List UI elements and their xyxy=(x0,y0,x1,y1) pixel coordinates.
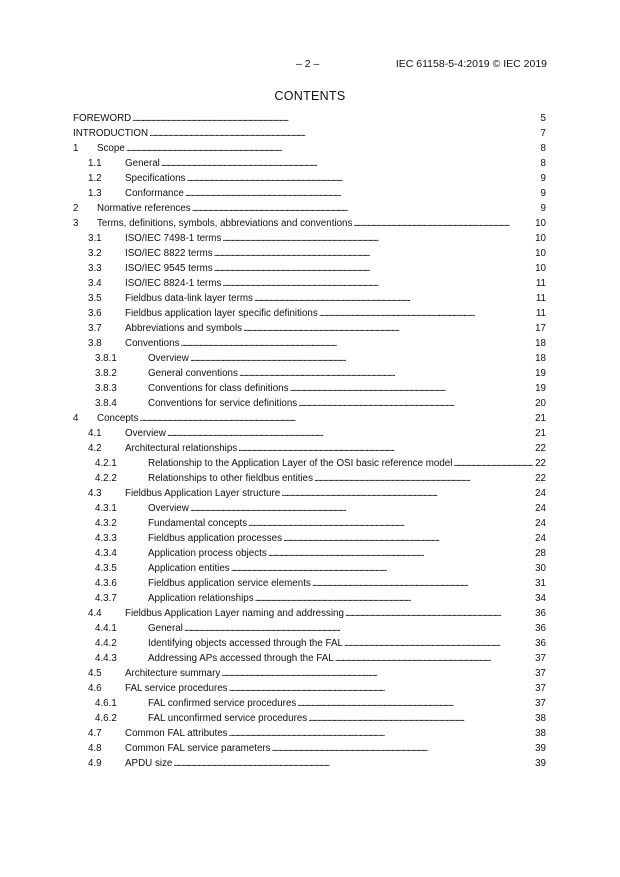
toc-entry-label: Identifying objects accessed through the FAL xyxy=(148,638,343,649)
toc-entry[interactable] xyxy=(73,366,546,381)
toc-entry-number: 4.3.3 xyxy=(95,533,117,544)
toc-entry[interactable] xyxy=(73,606,546,621)
toc-entry[interactable] xyxy=(73,591,546,606)
toc-entry-label: Overview xyxy=(148,353,189,364)
dot-leader xyxy=(132,111,533,126)
toc-entry-label: Conventions for service definitions xyxy=(148,398,298,409)
toc-entry[interactable] xyxy=(73,681,546,696)
dot-leader xyxy=(312,576,533,591)
toc-entry-number: 3.6 xyxy=(88,308,102,319)
dot-leader xyxy=(272,741,533,756)
dot-leader xyxy=(167,426,533,441)
toc-entry-label: Conformance xyxy=(125,188,184,199)
dot-leader xyxy=(319,306,533,321)
dot-leader xyxy=(186,171,533,186)
toc-entry[interactable] xyxy=(73,696,546,711)
toc-entry-page: 38 xyxy=(535,728,546,739)
dot-leader xyxy=(229,681,533,696)
toc-entry-page: 20 xyxy=(535,398,546,409)
dot-leader xyxy=(255,591,533,606)
toc-entry[interactable] xyxy=(73,666,546,681)
toc-entry-page: 22 xyxy=(535,473,546,484)
toc-entry-label: Specifications xyxy=(125,173,186,184)
toc-entry-label: APDU size xyxy=(125,758,173,769)
dot-leader xyxy=(254,291,533,306)
toc-entry-number: 1.1 xyxy=(88,158,102,169)
toc-entry-label: Fieldbus application processes xyxy=(148,533,282,544)
toc-entry[interactable] xyxy=(73,381,546,396)
dot-leader xyxy=(297,696,533,711)
toc-entry-number: 3.7 xyxy=(88,323,102,334)
toc-entry-page: 24 xyxy=(535,503,546,514)
toc-entry-label: ISO/IEC 7498-1 terms xyxy=(125,233,222,244)
toc-entry-label: INTRODUCTION xyxy=(73,128,149,139)
toc-entry[interactable] xyxy=(73,336,546,351)
toc-entry-number: 4.3.4 xyxy=(95,548,117,559)
toc-entry-label: Relationships to other fieldbus entities xyxy=(148,473,314,484)
toc-entry[interactable] xyxy=(73,156,546,171)
toc-entry-page: 9 xyxy=(540,203,546,214)
dot-leader xyxy=(344,636,533,651)
toc-entry-page: 24 xyxy=(535,533,546,544)
toc-entry-page: 11 xyxy=(535,278,546,289)
dot-leader xyxy=(185,186,533,201)
dot-leader xyxy=(345,606,533,621)
toc-entry-number: 3.8.2 xyxy=(95,368,117,379)
toc-entry-number: 4.4.2 xyxy=(95,638,117,649)
toc-entry[interactable] xyxy=(73,531,546,546)
toc-entry-page: 8 xyxy=(540,143,546,154)
toc-entry-number: 4.3.6 xyxy=(95,578,117,589)
dot-leader xyxy=(283,531,533,546)
toc-entry[interactable] xyxy=(73,246,546,261)
dot-leader xyxy=(335,651,533,666)
toc-entry-page: 8 xyxy=(540,158,546,169)
toc-entry[interactable] xyxy=(73,651,546,666)
toc-entry-label: Fieldbus data-link layer terms xyxy=(125,293,253,304)
dot-leader xyxy=(243,321,533,336)
toc-entry-number: 4.3.7 xyxy=(95,593,117,604)
toc-entry-number: 4.3.5 xyxy=(95,563,117,574)
toc-entry[interactable] xyxy=(73,351,546,366)
toc-entry-page: 24 xyxy=(535,518,546,529)
dot-leader xyxy=(238,441,533,456)
toc-entry-label: Overview xyxy=(125,428,166,439)
toc-entry-label: Application process objects xyxy=(148,548,267,559)
toc-entry-page: 22 xyxy=(535,443,546,454)
toc-entry[interactable] xyxy=(73,561,546,576)
toc-entry-page: 11 xyxy=(535,293,546,304)
toc-entry[interactable] xyxy=(73,126,546,141)
toc-entry-page: 39 xyxy=(535,743,546,754)
toc-entry-number: 3.8.4 xyxy=(95,398,117,409)
toc-entry-number: 3.8.1 xyxy=(95,353,117,364)
dot-leader xyxy=(192,201,533,216)
toc-entry-label: Application entities xyxy=(148,563,230,574)
toc-entry-number: 3.8 xyxy=(88,338,102,349)
toc-entry-number: 3.5 xyxy=(88,293,102,304)
toc-entry-label: Architecture summary xyxy=(125,668,221,679)
toc-entry-page: 10 xyxy=(535,263,546,274)
toc-entry-number: 4.6.2 xyxy=(95,713,117,724)
toc-entry-page: 38 xyxy=(535,713,546,724)
toc-entry-label: Fundamental concepts xyxy=(148,518,248,529)
dot-leader xyxy=(180,336,533,351)
toc-entry-number: 3.3 xyxy=(88,263,102,274)
toc-entry-label: Scope xyxy=(97,143,125,154)
toc-entry-page: 24 xyxy=(535,488,546,499)
toc-entry-label: Overview xyxy=(148,503,189,514)
toc-entry[interactable] xyxy=(73,576,546,591)
toc-entry-number: 1.3 xyxy=(88,188,102,199)
dot-leader xyxy=(298,396,533,411)
toc-entry-number: 4.3 xyxy=(88,488,102,499)
toc-entry-label: ISO/IEC 8822 terms xyxy=(125,248,213,259)
toc-entry[interactable] xyxy=(73,171,546,186)
toc-entry[interactable] xyxy=(73,396,546,411)
toc-entry[interactable] xyxy=(73,321,546,336)
toc-entry-page: 34 xyxy=(535,593,546,604)
toc-entry-label: Abbreviations and symbols xyxy=(125,323,243,334)
toc-entry-number: 3.4 xyxy=(88,278,102,289)
toc-entry-page: 37 xyxy=(535,653,546,664)
toc-entry[interactable] xyxy=(73,471,546,486)
toc-entry-page: 17 xyxy=(535,323,546,334)
toc-entry-page: 36 xyxy=(535,638,546,649)
page-header xyxy=(0,58,620,74)
toc-entry-page: 21 xyxy=(535,413,546,424)
toc-entry-page: 11 xyxy=(535,308,546,319)
toc-entry-label: Relationship to the Application Layer of the OSI basic reference model xyxy=(148,458,453,469)
toc-entry[interactable] xyxy=(73,546,546,561)
toc-entry[interactable] xyxy=(73,141,546,156)
dot-leader xyxy=(126,141,533,156)
dot-leader xyxy=(173,756,533,771)
toc-entry-page: 36 xyxy=(535,623,546,634)
toc-entry-page: 9 xyxy=(540,188,546,199)
dot-leader xyxy=(453,456,533,471)
toc-entry-label: Terms, definitions, symbols, abbreviations and conventions xyxy=(97,218,353,229)
toc-entry-page: 28 xyxy=(535,548,546,559)
toc-entry-label: Concepts xyxy=(97,413,139,424)
toc-entry-page: 10 xyxy=(535,233,546,244)
toc-entry-number: 4.3.2 xyxy=(95,518,117,529)
dot-leader xyxy=(353,216,533,231)
toc-entry-label: Architectural relationships xyxy=(125,443,238,454)
toc-entry-label: General conventions xyxy=(148,368,238,379)
toc-entry[interactable] xyxy=(73,306,546,321)
toc-entry-number: 3.2 xyxy=(88,248,102,259)
toc-entry-label: FAL confirmed service procedures xyxy=(148,698,297,709)
toc-entry-label: Common FAL attributes xyxy=(125,728,228,739)
toc-entry-page: 7 xyxy=(540,128,546,139)
toc-entry-number: 4.6 xyxy=(88,683,102,694)
dot-leader xyxy=(149,126,533,141)
dot-leader xyxy=(214,246,533,261)
toc-entry-number: 3.1 xyxy=(88,233,102,244)
toc-entry[interactable] xyxy=(73,621,546,636)
toc-entry-page: 18 xyxy=(535,338,546,349)
toc-entry[interactable] xyxy=(73,291,546,306)
toc-entry-label: Fieldbus Application Layer structure xyxy=(125,488,281,499)
toc-entry-number: 4 xyxy=(73,413,79,424)
dot-leader xyxy=(248,516,533,531)
toc-entry-label: FOREWORD xyxy=(73,113,132,124)
toc-entry-label: Conventions xyxy=(125,338,180,349)
toc-entry-page: 10 xyxy=(535,248,546,259)
toc-entry-number: 3.8.3 xyxy=(95,383,117,394)
toc-entry-number: 4.4.1 xyxy=(95,623,117,634)
document-id: IEC 61158-5-4:2019 © IEC 2019 xyxy=(395,58,547,70)
toc-entry[interactable] xyxy=(73,711,546,726)
dot-leader xyxy=(231,561,533,576)
toc-entry[interactable] xyxy=(73,231,546,246)
toc-entry-number: 4.2.1 xyxy=(95,458,117,469)
table-of-contents xyxy=(73,111,546,771)
toc-entry-page: 5 xyxy=(540,113,546,124)
toc-entry[interactable] xyxy=(73,426,546,441)
dot-leader xyxy=(314,471,533,486)
dot-leader xyxy=(268,546,533,561)
toc-entry[interactable] xyxy=(73,111,546,126)
toc-entry-page: 19 xyxy=(535,368,546,379)
toc-entry[interactable] xyxy=(73,726,546,741)
toc-entry-page: 18 xyxy=(535,353,546,364)
toc-entry-label: Addressing APs accessed through the FAL xyxy=(148,653,334,664)
toc-entry-page: 31 xyxy=(535,578,546,589)
toc-entry[interactable] xyxy=(73,261,546,276)
dot-leader xyxy=(221,666,533,681)
toc-entry-page: 39 xyxy=(535,758,546,769)
page-title: CONTENTS xyxy=(274,89,346,103)
toc-entry-label: Fieldbus application service elements xyxy=(148,578,311,589)
toc-entry-page: 10 xyxy=(535,218,546,229)
toc-entry-number: 4.8 xyxy=(88,743,102,754)
toc-entry-label: Fieldbus application layer specific definitions xyxy=(125,308,318,319)
toc-entry-page: 37 xyxy=(535,683,546,694)
toc-entry-page: 37 xyxy=(535,698,546,709)
dot-leader xyxy=(308,711,533,726)
toc-entry-page: 36 xyxy=(535,608,546,619)
toc-entry-label: FAL service procedures xyxy=(125,683,228,694)
page-number: – 2 – xyxy=(296,58,320,70)
toc-entry-number: 4.2.2 xyxy=(95,473,117,484)
toc-entry-number: 4.4.3 xyxy=(95,653,117,664)
toc-entry-number: 4.4 xyxy=(88,608,102,619)
toc-entry-number: 4.2 xyxy=(88,443,102,454)
toc-entry-label: Application relationships xyxy=(148,593,254,604)
dot-leader xyxy=(190,351,533,366)
toc-entry[interactable] xyxy=(73,741,546,756)
toc-entry[interactable] xyxy=(73,486,546,501)
toc-entry-page: 19 xyxy=(535,383,546,394)
toc-entry-number: 2 xyxy=(73,203,79,214)
toc-entry-page: 9 xyxy=(540,173,546,184)
toc-entry-label: General xyxy=(125,158,160,169)
toc-entry-page: 22 xyxy=(535,458,546,469)
toc-entry-number: 4.9 xyxy=(88,758,102,769)
toc-entry[interactable] xyxy=(73,186,546,201)
toc-entry-label: ISO/IEC 9545 terms xyxy=(125,263,213,274)
toc-entry-page: 21 xyxy=(535,428,546,439)
toc-entry-label: FAL unconfirmed service procedures xyxy=(148,713,308,724)
dot-leader xyxy=(229,726,533,741)
dot-leader xyxy=(222,276,533,291)
toc-entry[interactable] xyxy=(73,456,546,471)
dot-leader xyxy=(214,261,533,276)
toc-entry[interactable] xyxy=(73,636,546,651)
toc-entry-label: Fieldbus Application Layer naming and addressing xyxy=(125,608,344,619)
toc-entry-label: Normative references xyxy=(97,203,191,214)
dot-leader xyxy=(239,366,533,381)
dot-leader xyxy=(190,501,533,516)
dot-leader xyxy=(161,156,533,171)
toc-entry-page: 37 xyxy=(535,668,546,679)
dot-leader xyxy=(139,411,533,426)
toc-entry-label: General xyxy=(148,623,183,634)
toc-entry[interactable] xyxy=(73,441,546,456)
toc-entry[interactable] xyxy=(73,411,546,426)
toc-entry[interactable] xyxy=(73,201,546,216)
toc-entry-label: ISO/IEC 8824-1 terms xyxy=(125,278,222,289)
toc-entry-number: 4.1 xyxy=(88,428,102,439)
toc-entry[interactable] xyxy=(73,516,546,531)
toc-entry-number: 4.7 xyxy=(88,728,102,739)
toc-entry-label: Conventions for class definitions xyxy=(148,383,289,394)
toc-entry-number: 4.3.1 xyxy=(95,503,117,514)
dot-leader xyxy=(184,621,533,636)
toc-entry[interactable] xyxy=(73,276,546,291)
toc-entry-number: 1.2 xyxy=(88,173,102,184)
toc-entry-number: 3 xyxy=(73,218,79,229)
dot-leader xyxy=(281,486,533,501)
toc-entry[interactable] xyxy=(73,756,546,771)
toc-entry-number: 1 xyxy=(73,143,79,154)
toc-entry-page: 30 xyxy=(535,563,546,574)
dot-leader xyxy=(222,231,533,246)
toc-entry-label: Common FAL service parameters xyxy=(125,743,271,754)
dot-leader xyxy=(290,381,534,396)
toc-entry-number: 4.5 xyxy=(88,668,102,679)
toc-entry-number: 4.6.1 xyxy=(95,698,117,709)
toc-entry[interactable] xyxy=(73,216,546,231)
toc-entry[interactable] xyxy=(73,501,546,516)
